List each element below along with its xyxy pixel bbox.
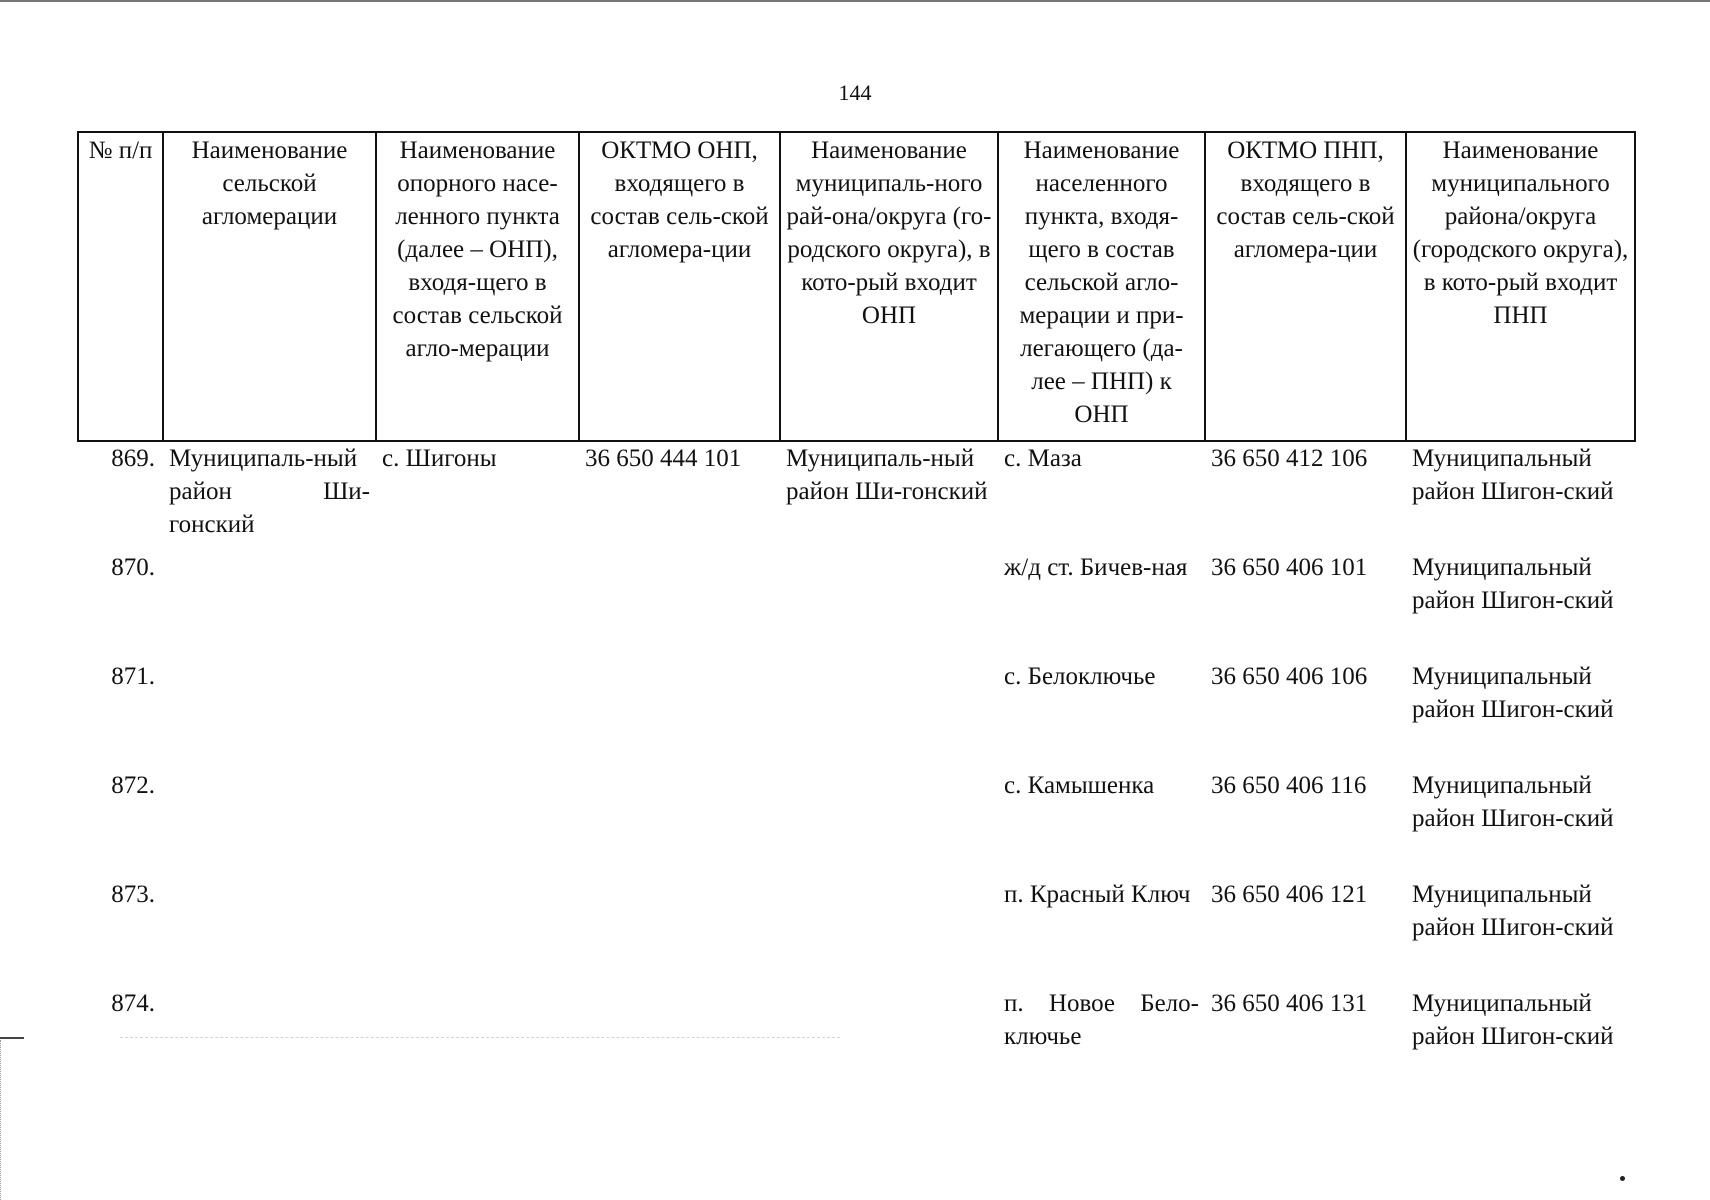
header-pnp-district: Наименование муниципального района/округа (городского округа), в кото-рый входит ПНП xyxy=(1406,132,1635,441)
pnp-district-cell: Муниципальный район Шигон-ский xyxy=(1412,881,1614,941)
onp-cell xyxy=(376,660,579,769)
header-onp-district: Наименование муниципаль-ного рай-она/округа (го-родского округа), в кото-рый входит ОНП xyxy=(780,132,998,441)
onp-district-cell xyxy=(780,769,998,878)
header-row-number: № п/п xyxy=(78,132,163,441)
onp-oktmo-cell xyxy=(579,987,780,1096)
pnp-oktmo-cell: 36 650 406 116 xyxy=(1211,772,1367,799)
onp-cell xyxy=(376,769,579,878)
settlements-table xyxy=(77,131,1636,1096)
header-agglomeration: Наименование сельской агломерации xyxy=(163,132,376,441)
onp-district-cell xyxy=(780,551,998,660)
pnp-district-cell: Муниципальный район Шигон-ский xyxy=(1412,445,1614,505)
agglomeration-cell xyxy=(163,551,376,660)
onp-district-cell xyxy=(780,878,998,987)
table-row xyxy=(78,769,1635,878)
table-row xyxy=(78,987,1635,1096)
header-onp-name: Наименование опорного насе-ленного пункта (далее – ОНП), входя-щего в состав сельской агло-мерации xyxy=(376,132,579,441)
onp-oktmo-cell xyxy=(579,769,780,878)
onp-oktmo-cell: 36 650 444 101 xyxy=(585,445,742,472)
row-number: 870. xyxy=(111,554,155,581)
scan-top-edge xyxy=(0,0,1710,2)
table-row xyxy=(78,551,1635,660)
scan-left-dots xyxy=(0,1040,17,1200)
row-number: 874. xyxy=(111,990,155,1017)
pnp-district-cell: Муниципальный район Шигон-ский xyxy=(1412,554,1614,614)
onp-district-cell xyxy=(780,987,998,1096)
onp-oktmo-cell xyxy=(579,660,780,769)
pnp-oktmo-cell: 36 650 406 106 xyxy=(1211,663,1368,690)
pnp-oktmo-cell: 36 650 406 121 xyxy=(1211,881,1368,908)
onp-oktmo-cell xyxy=(579,878,780,987)
header-pnp-oktmo: ОКТМО ПНП, входящего в состав сель-ской агломера-ции xyxy=(1205,132,1406,441)
pnp-cell: ж/д ст. Бичев-ная xyxy=(1004,554,1188,581)
pnp-district-cell: Муниципальный район Шигон-ский xyxy=(1412,772,1614,832)
agglomeration-cell xyxy=(163,660,376,769)
onp-cell xyxy=(376,878,579,987)
table-row xyxy=(78,660,1635,769)
onp-district-cell xyxy=(780,660,998,769)
pnp-cell: с. Камышенка xyxy=(1004,772,1155,799)
onp-cell: с. Шигоны xyxy=(382,445,497,472)
scan-left-mark xyxy=(0,1037,24,1039)
row-number: 872. xyxy=(111,772,155,799)
row-number: 869. xyxy=(111,445,155,472)
table-header-row xyxy=(78,132,1635,441)
header-onp-oktmo: ОКТМО ОНП, входящего в состав сель-ской агломера-ции xyxy=(579,132,780,441)
pnp-cell: с. Белоключье xyxy=(1004,663,1156,690)
agglomeration-cell: Муниципаль-ный район Ши-гонский xyxy=(169,445,370,538)
onp-oktmo-cell xyxy=(579,551,780,660)
agglomeration-cell xyxy=(163,878,376,987)
pnp-oktmo-cell: 36 650 412 106 xyxy=(1211,445,1368,472)
pnp-cell: п. Красный Ключ xyxy=(1004,881,1191,908)
table-row xyxy=(78,441,1635,551)
pnp-oktmo-cell: 36 650 406 101 xyxy=(1211,554,1368,581)
pnp-oktmo-cell: 36 650 406 131 xyxy=(1211,990,1368,1017)
onp-district-cell: Муниципаль-ный район Ши-гонский xyxy=(786,445,988,505)
agglomeration-cell xyxy=(163,987,376,1096)
agglomeration-cell xyxy=(163,769,376,878)
scan-speck xyxy=(1620,1176,1625,1181)
pnp-cell: с. Маза xyxy=(1004,445,1082,472)
row-number: 871. xyxy=(111,663,155,690)
header-pnp-name: Наименование населенного пункта, входя-щего в состав сельской агло-мерации и при-легающего (да-лее – ПНП) к ОНП xyxy=(998,132,1205,441)
pnp-cell: п. Новое Бело-ключье xyxy=(1004,990,1199,1050)
page-number: 144 xyxy=(838,80,872,105)
table-row xyxy=(78,878,1635,987)
onp-cell xyxy=(376,987,579,1096)
row-number: 873. xyxy=(111,881,155,908)
pnp-district-cell: Муниципальный район Шигон-ский xyxy=(1412,663,1614,723)
onp-cell xyxy=(376,551,579,660)
pnp-district-cell: Муниципальный район Шигон-ский xyxy=(1412,990,1614,1050)
